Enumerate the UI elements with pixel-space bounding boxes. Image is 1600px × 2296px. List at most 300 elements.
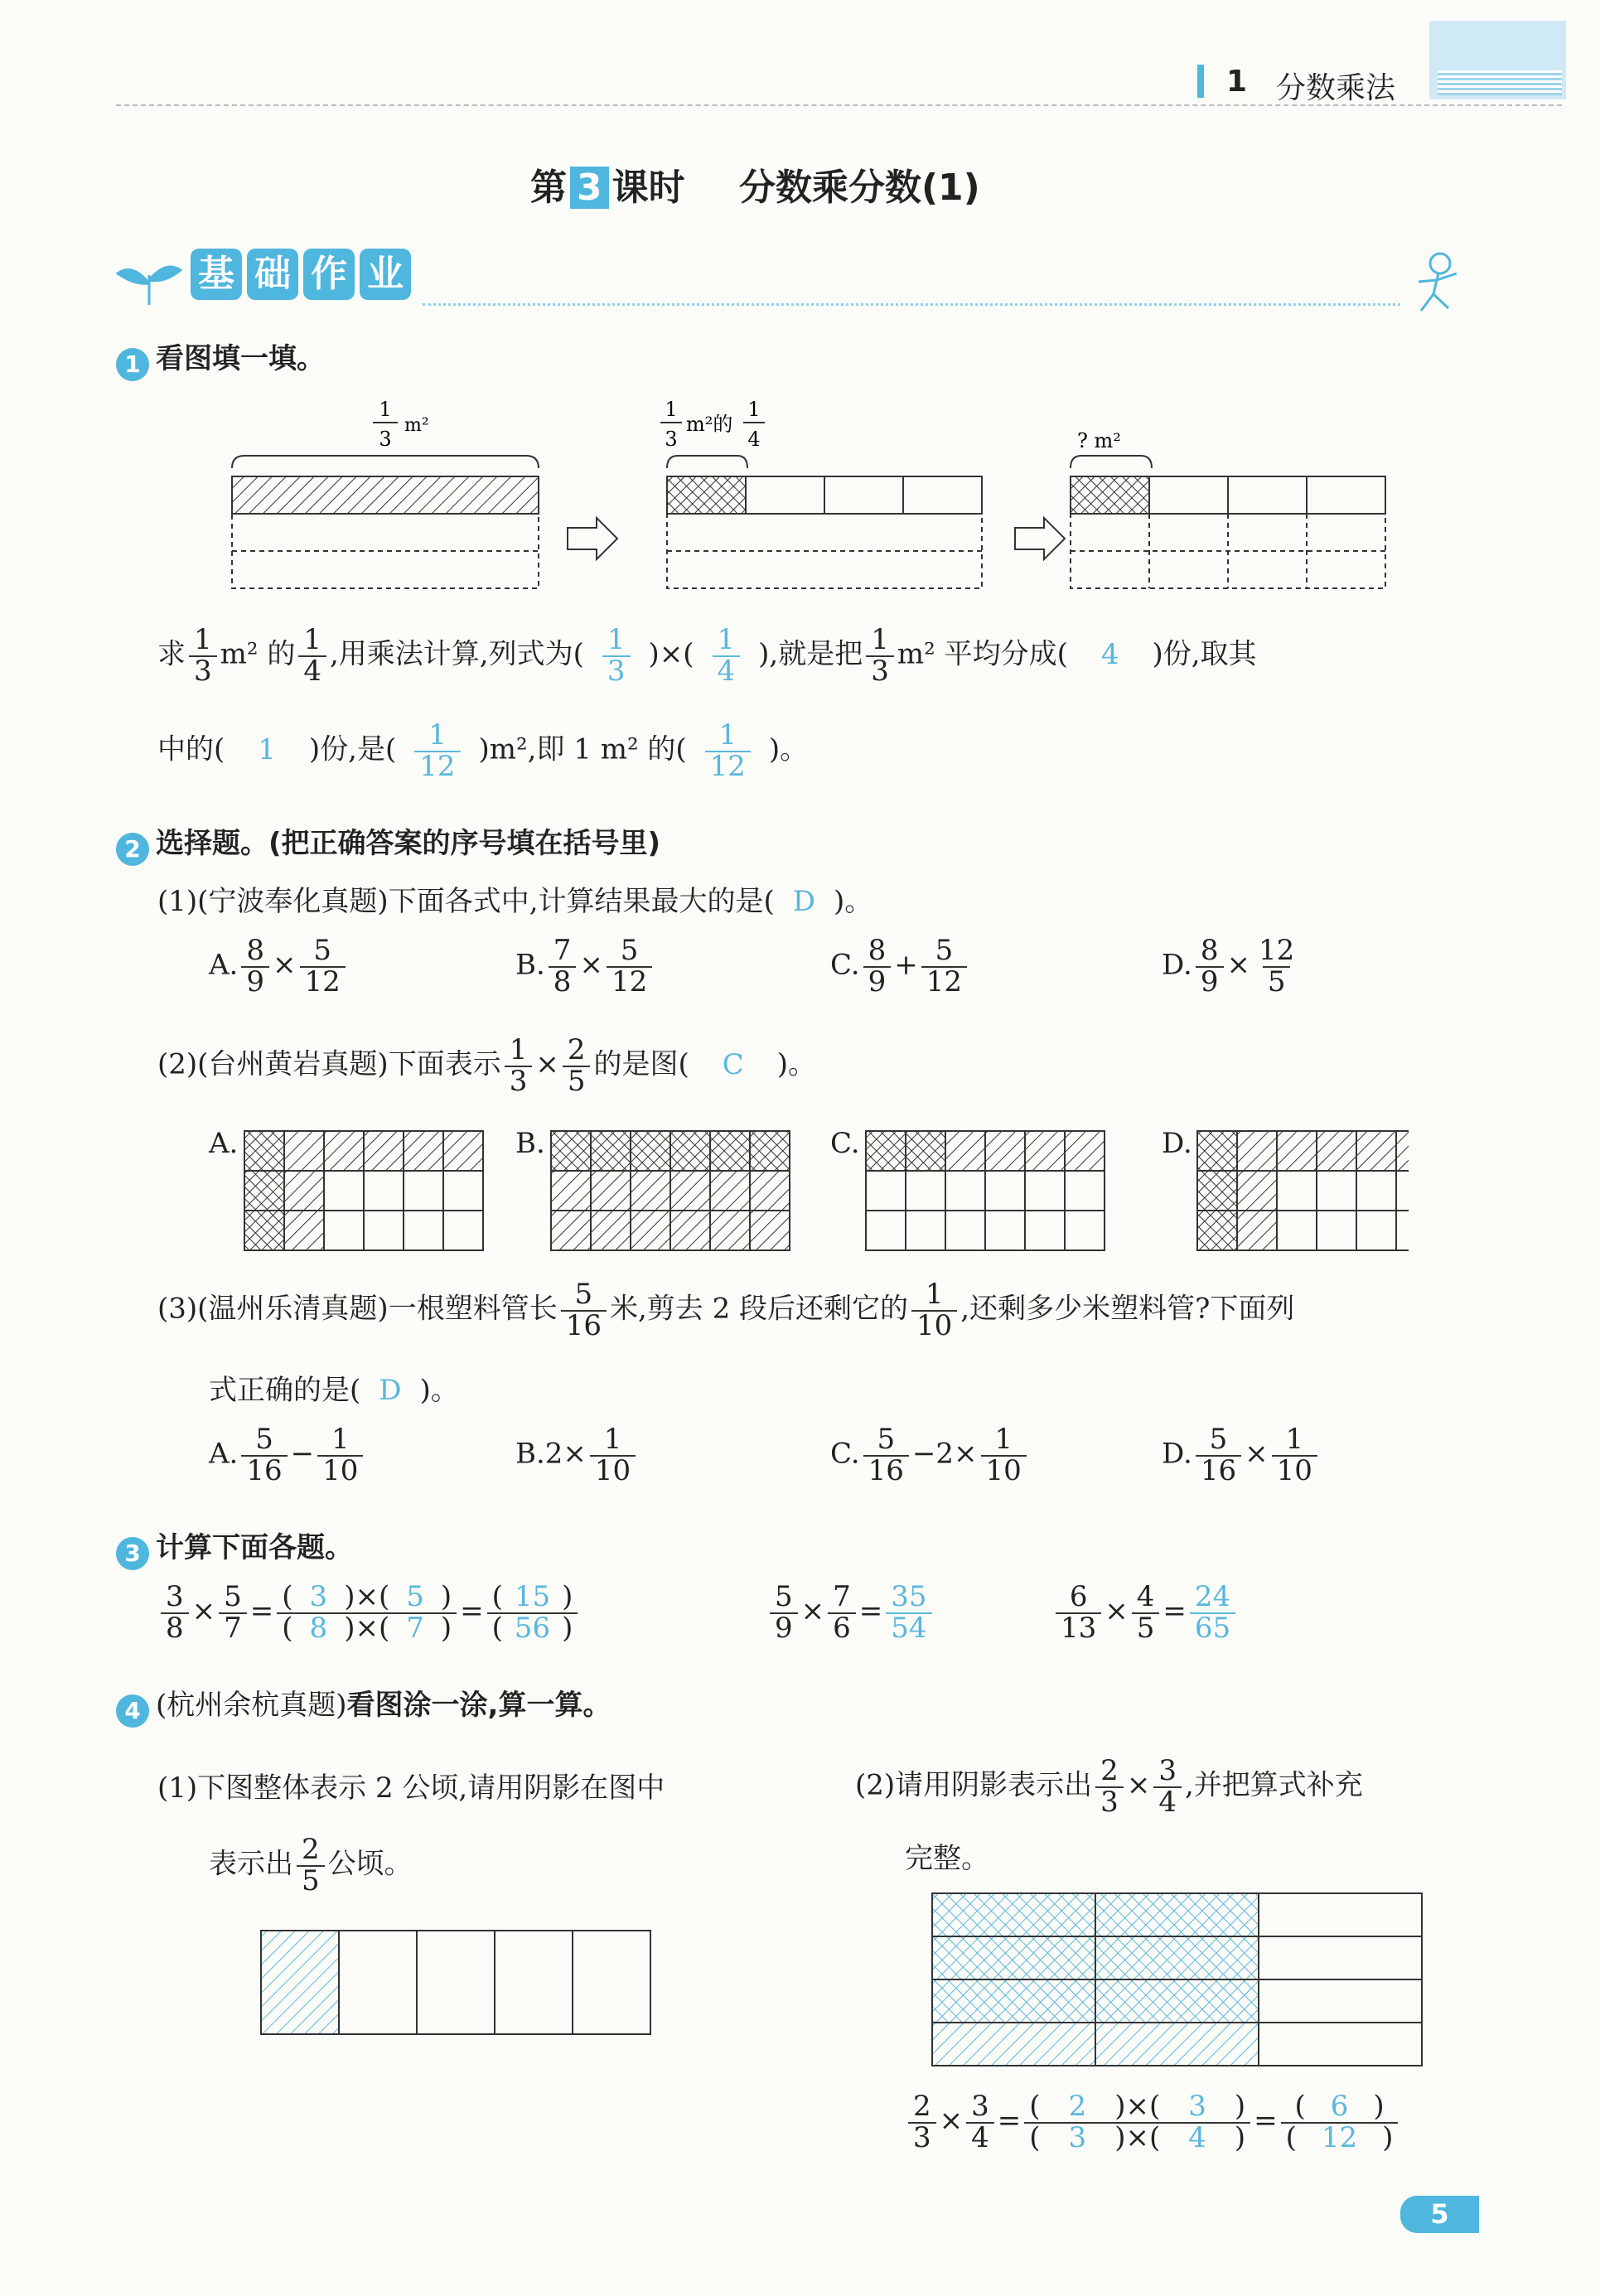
- grid-cell: [1095, 1936, 1259, 1979]
- fraction: [770, 1580, 798, 1645]
- denominator: 13: [1056, 1612, 1101, 1644]
- q1-s2-d: )。: [768, 732, 809, 766]
- q1-label-3: ? m²: [1077, 429, 1121, 452]
- q3-expr-2: [766, 1580, 935, 1645]
- denominator: 5: [297, 1865, 325, 1897]
- grid-cell: [1237, 1131, 1277, 1171]
- q1-diagram: [224, 398, 1400, 605]
- denominator: 10: [317, 1455, 363, 1486]
- grid-cell: [551, 1171, 591, 1211]
- grid-cell: [443, 1171, 483, 1211]
- grid-cell: [932, 1936, 1095, 1979]
- q2-p1-option-b: [515, 936, 655, 997]
- grid-cell: [945, 1131, 985, 1171]
- numerator: 1: [603, 1423, 622, 1456]
- denominator: 6: [828, 1612, 856, 1644]
- fraction: [300, 936, 346, 997]
- grid-cell: [631, 1131, 670, 1171]
- grid-cell: [1197, 1131, 1237, 1171]
- numerator: 2: [1100, 1754, 1119, 1787]
- fraction: [241, 936, 269, 997]
- fraction: [981, 1425, 1027, 1486]
- strip-cell: [339, 1931, 417, 2034]
- q1-heading: [116, 336, 325, 381]
- grid-cell: [670, 1171, 710, 1211]
- fraction: [297, 1835, 325, 1896]
- answer-blank: D: [792, 885, 816, 918]
- denominator-blank: [1281, 2122, 1399, 2153]
- answer-blank: 7: [406, 1611, 424, 1645]
- q2-title: 选择题。(把正确答案的序号填在括号里): [156, 827, 661, 860]
- paren: ): [562, 1580, 573, 1613]
- section-title: [191, 249, 411, 300]
- numerator: 5: [313, 934, 331, 967]
- brace-3: [1071, 456, 1152, 468]
- q4-p1-c: 公顷。: [327, 1847, 413, 1881]
- grid-cell: [443, 1211, 483, 1250]
- q1-label-2: [660, 398, 765, 451]
- paren: (: [1148, 2090, 1161, 2123]
- q1-label-1-n: 1: [379, 398, 392, 421]
- grid-cell: [1095, 1979, 1259, 2023]
- paren: (: [1148, 2120, 1161, 2154]
- operator: ×: [355, 1611, 379, 1645]
- sprout-icon: [116, 259, 182, 305]
- fraction: [863, 936, 892, 997]
- paren: (: [491, 1580, 503, 1613]
- q4-grid-cells: [932, 1893, 1422, 2066]
- fraction: [189, 623, 217, 688]
- grid-cell: [1317, 1211, 1356, 1250]
- fraction: [1095, 1754, 1124, 1819]
- denominator: 9: [1196, 966, 1224, 998]
- q4-title: 看图涂一涂,算一算。: [346, 1689, 611, 1722]
- q1-label-1: [373, 398, 429, 451]
- fraction: [828, 1580, 856, 1645]
- grid-cell: [324, 1131, 364, 1171]
- denominator: 16: [863, 1455, 909, 1486]
- q1-s1-c: ,用乘法计算,列式为(: [329, 637, 584, 671]
- numerator: 1: [717, 623, 736, 656]
- q1-s2-b: )份,是(: [308, 732, 397, 766]
- product-fraction: [1024, 2092, 1250, 2153]
- denominator: 4: [713, 655, 741, 687]
- grid-cell: [1277, 1171, 1317, 1211]
- denominator: 5: [1263, 966, 1291, 998]
- q2-p3-text-c: ,还剩多少米塑料管?下面列: [960, 1292, 1295, 1326]
- denominator: 3: [1095, 1786, 1124, 1818]
- fraction: [1196, 1425, 1241, 1486]
- grid-cell: [710, 1211, 750, 1250]
- section-dots: [423, 303, 1400, 306]
- fraction: [505, 1033, 533, 1098]
- numerator: 1: [871, 623, 889, 656]
- paren: (: [491, 1611, 503, 1645]
- option-label: B.2×: [515, 1437, 587, 1471]
- grid-cell: [1095, 2023, 1259, 2066]
- q2-part2: [157, 1033, 817, 1098]
- q2-grids: [232, 1127, 1409, 1251]
- answer-blank: 3: [1188, 2090, 1206, 2123]
- operator: ×: [800, 1594, 825, 1628]
- numerator: 8: [868, 934, 887, 967]
- paren: ): [1234, 2120, 1246, 2154]
- q2-part1: [157, 878, 873, 919]
- q2-p3-text-b: 米,剪去 2 段后还剩它的: [609, 1292, 909, 1326]
- grid-cell: [591, 1131, 631, 1171]
- operator: ×: [1126, 1768, 1151, 1802]
- running-kid-icon: [1409, 249, 1467, 315]
- option-label: C.: [830, 948, 860, 982]
- denominator-blank: [487, 1612, 578, 1644]
- title-topic: 分数乘分数(1): [738, 167, 980, 209]
- q1-label-2-d: 3: [665, 428, 678, 451]
- numerator: 5: [775, 1580, 793, 1613]
- strip-cell: [417, 1931, 495, 2034]
- q4-equation: [905, 2092, 1401, 2153]
- paren: ): [562, 1611, 573, 1645]
- section-char: 业: [360, 249, 411, 300]
- fraction: [241, 1425, 287, 1486]
- q1-sentence-2: [157, 718, 809, 783]
- lesson-title: [530, 157, 980, 210]
- grid-cell: [932, 1979, 1095, 2023]
- operator: ×: [355, 1580, 379, 1613]
- paren: ): [440, 1611, 452, 1645]
- grid-cell: [1237, 1171, 1277, 1211]
- numerator: 5: [255, 1423, 273, 1456]
- numerator-blank: [487, 1580, 578, 1613]
- grid-cell: [324, 1211, 364, 1250]
- result-fraction: [487, 1580, 578, 1645]
- q4-heading: [116, 1682, 611, 1728]
- q4-part1-line2: [209, 1835, 413, 1896]
- q4-number: 4: [116, 1694, 149, 1728]
- numerator: 7: [833, 1580, 851, 1613]
- operator: ×: [1125, 2120, 1149, 2154]
- grid-cell: [1396, 1211, 1409, 1250]
- grid-cell: [932, 1893, 1095, 1936]
- grid-cell: [1065, 1211, 1105, 1250]
- q1-label-1-unit: m²: [404, 415, 429, 436]
- fraction: [1254, 936, 1299, 997]
- answer-blank: 3: [309, 1580, 328, 1613]
- paren: ): [344, 1580, 355, 1613]
- denominator: 5: [563, 1066, 591, 1097]
- fraction: [911, 1280, 957, 1341]
- section-banner: [116, 249, 1467, 315]
- operator: −2×: [911, 1437, 978, 1471]
- denominator: 3: [866, 655, 894, 687]
- denominator: 9: [863, 966, 892, 998]
- strip-2-crosshatch: [667, 476, 746, 514]
- grid-b: [551, 1131, 790, 1250]
- denominator: 12: [705, 751, 751, 782]
- denominator: 16: [561, 1310, 607, 1341]
- q3-expr-3: [1052, 1580, 1239, 1645]
- q2-p3-option-c: [830, 1425, 1030, 1486]
- grid-cell: [1065, 1131, 1105, 1171]
- numerator: 1: [509, 1033, 528, 1066]
- denominator: 5: [1132, 1612, 1160, 1644]
- numerator: 2: [302, 1833, 320, 1866]
- grid-cell: [670, 1131, 710, 1171]
- grid-cell: [945, 1171, 985, 1211]
- equals: =: [858, 1594, 883, 1628]
- grid-cell: [364, 1131, 404, 1171]
- denominator: 4: [966, 2122, 994, 2153]
- numerator: 1: [331, 1423, 350, 1456]
- operator: ×: [1125, 2090, 1149, 2123]
- denominator: 3: [189, 655, 217, 687]
- denominator: 3: [602, 655, 631, 687]
- operator: ×: [191, 1594, 216, 1628]
- numerator-blanks: [1024, 2092, 1250, 2122]
- numerator: 7: [553, 934, 572, 967]
- equals: =: [249, 1594, 274, 1628]
- q2-p3-option-d: [1162, 1425, 1321, 1486]
- numerator: 3: [971, 2090, 989, 2123]
- denominator: 8: [549, 966, 577, 998]
- grid-cell: [1277, 1131, 1317, 1171]
- equals: =: [1163, 1594, 1187, 1628]
- q2-p2-text-b: 的是图(: [593, 1047, 689, 1081]
- fraction: [607, 936, 652, 997]
- grid-cell: [404, 1131, 443, 1171]
- paren: ): [1114, 2090, 1126, 2123]
- paren: ): [344, 1611, 355, 1645]
- numerator: 1: [994, 1423, 1013, 1456]
- fraction: [1196, 936, 1224, 997]
- section-char: 础: [247, 249, 298, 300]
- result-fraction: [1281, 2092, 1399, 2153]
- paren: ): [440, 1580, 452, 1613]
- numerator: 1: [1285, 1423, 1304, 1456]
- denominator: 9: [770, 1612, 798, 1644]
- answer-blank: C: [722, 1047, 744, 1081]
- fraction: [590, 1425, 636, 1486]
- numerator: 1: [607, 623, 626, 656]
- grid-cell: [244, 1211, 284, 1250]
- answer-fraction: [713, 623, 741, 688]
- header-stripes: [1438, 70, 1562, 95]
- operator: ×: [1245, 1437, 1269, 1471]
- brace-2: [667, 456, 747, 468]
- grid-cell: [1356, 1131, 1396, 1171]
- paren: (: [378, 1580, 390, 1613]
- fraction: [1272, 1425, 1317, 1486]
- numerator: 24: [1194, 1580, 1231, 1613]
- q2-p1-option-d: [1162, 936, 1303, 997]
- q3-title: 计算下面各题。: [156, 1531, 353, 1564]
- denominator-blanks: [1024, 2122, 1250, 2153]
- grid-c: [866, 1131, 1105, 1250]
- q3-heading: [116, 1525, 353, 1570]
- answer-blank: 12: [1321, 2120, 1358, 2154]
- answer-blank: 56: [514, 1611, 551, 1645]
- grid-cell: [591, 1211, 631, 1250]
- denominator: 10: [911, 1310, 957, 1341]
- paren: ): [1234, 2090, 1246, 2123]
- grid-cell: [284, 1211, 324, 1250]
- q4-p2-b: ,并把算式补充: [1184, 1768, 1363, 1802]
- header-rule: [116, 104, 1562, 106]
- grid-d: [1197, 1131, 1409, 1250]
- numerator: 3: [166, 1580, 184, 1613]
- q4-part1-line1: (1)下图整体表示 2 公顷,请用阴影在图中: [157, 1772, 665, 1805]
- numerator: 35: [891, 1580, 927, 1613]
- grid-cell: [985, 1171, 1025, 1211]
- option-label: A.: [209, 1437, 239, 1471]
- denominator: 4: [298, 655, 326, 687]
- q1-s1-e: ),就是把: [758, 637, 863, 671]
- numerator: 5: [224, 1580, 242, 1613]
- denominator: 3: [505, 1066, 533, 1097]
- grid-cell: [631, 1171, 670, 1211]
- grid-cell: [750, 1211, 790, 1250]
- grid-option-label: A.: [209, 1127, 239, 1160]
- grid-cell: [1065, 1171, 1105, 1211]
- option-label: C.: [830, 1437, 860, 1471]
- strip-cell: [573, 1931, 650, 2034]
- denominator: 54: [886, 1612, 931, 1644]
- grid-cell: [1317, 1131, 1356, 1171]
- operator: ×: [1105, 1594, 1129, 1628]
- q2-p1-option-c: [830, 936, 970, 997]
- q1-label-1-d: 3: [379, 428, 392, 451]
- section-char: 基: [191, 249, 242, 300]
- denominator: 10: [590, 1455, 636, 1486]
- numerator: 8: [246, 934, 265, 967]
- grid-cell: [985, 1211, 1025, 1250]
- grid-cell: [1095, 1893, 1259, 1936]
- q2-p1-option-a: [209, 936, 349, 997]
- chapter-number: 1: [1226, 65, 1248, 99]
- strip-1-shaded: [232, 476, 539, 514]
- grid-cell: [551, 1211, 591, 1250]
- grid-cell: [1025, 1211, 1065, 1250]
- q2-p1-text-a: (1)(宁波奉化真题)下面各式中,计算结果最大的是(: [157, 885, 775, 918]
- operator: ×: [535, 1047, 559, 1081]
- equals: =: [1254, 2104, 1278, 2138]
- option-label: A.: [209, 948, 239, 982]
- grid-cell: [404, 1211, 443, 1250]
- q1-title: 看图填一填。: [156, 342, 325, 375]
- equals: =: [997, 2104, 1022, 2138]
- grid-cell: [985, 1131, 1025, 1171]
- operator: −: [290, 1437, 315, 1471]
- grid-cell: [1237, 1211, 1277, 1250]
- paren: (: [378, 1611, 390, 1645]
- denominator: 9: [241, 966, 269, 998]
- answer-blank: D: [379, 1374, 402, 1407]
- q2-heading: [116, 820, 660, 866]
- denominator: 7: [219, 1612, 247, 1644]
- grid-cell: [710, 1131, 750, 1171]
- q1-sentence-1: [157, 623, 1257, 688]
- fraction: [863, 1425, 909, 1486]
- fraction: [966, 2092, 994, 2153]
- paren: (: [1294, 2090, 1306, 2123]
- answer-blank: 2: [1068, 2090, 1087, 2123]
- fraction: [561, 1280, 607, 1341]
- denominator-blanks: [277, 1612, 457, 1644]
- fraction: [298, 623, 326, 688]
- grid-cell: [404, 1171, 443, 1211]
- grid-cell: [244, 1171, 284, 1211]
- grid-cell: [1259, 1979, 1422, 2023]
- grid-cell: [364, 1211, 404, 1250]
- numerator: 1: [925, 1278, 944, 1311]
- q1-s1-b: m² 的: [220, 637, 296, 671]
- q1-s1-d: )×(: [648, 637, 694, 671]
- grid-cell: [551, 1131, 591, 1171]
- equals: =: [460, 1594, 484, 1628]
- q1-s1-a: 求: [157, 637, 186, 671]
- paren: ): [1382, 2120, 1394, 2154]
- paren: ): [1373, 2090, 1385, 2123]
- fraction: [908, 2092, 936, 2153]
- q1-number: 1: [116, 348, 149, 381]
- chapter-title: 分数乘法: [1276, 71, 1396, 105]
- fraction: [1153, 1754, 1182, 1819]
- grid-cell: [1197, 1171, 1237, 1211]
- grid-cell: [906, 1211, 945, 1250]
- paren: (: [282, 1611, 293, 1645]
- option-label: D.: [1162, 948, 1192, 982]
- answer-fraction: [705, 718, 751, 783]
- q1-label-2-d2: 4: [747, 428, 761, 451]
- denominator: 12: [607, 966, 652, 998]
- denominator: 16: [241, 1455, 287, 1486]
- q1-label-2-mid: m²的: [686, 413, 733, 436]
- denominator: 10: [981, 1455, 1027, 1486]
- numerator: 2: [567, 1033, 586, 1066]
- denominator: 3: [908, 2122, 936, 2153]
- fraction: [1132, 1580, 1160, 1645]
- fraction: [317, 1425, 363, 1486]
- title-pre: 第: [530, 167, 567, 209]
- grid-option-label: D.: [1162, 1127, 1192, 1160]
- fraction: [161, 1580, 189, 1645]
- paren: (: [1029, 2120, 1041, 2154]
- operator: ×: [579, 948, 603, 982]
- numerator: 1: [428, 718, 447, 752]
- operator: +: [894, 948, 918, 982]
- numerator: 3: [1158, 1754, 1177, 1787]
- option-label: D.: [1162, 1437, 1192, 1471]
- grid-cell: [1396, 1131, 1409, 1171]
- answer-blank: 4: [1100, 637, 1119, 671]
- grid-cell: [866, 1211, 906, 1250]
- grid-cell: [1356, 1211, 1396, 1250]
- denominator: 8: [161, 1612, 189, 1644]
- answer-blank: 15: [514, 1580, 551, 1613]
- operator: ×: [1226, 948, 1250, 982]
- q1-s2-a: 中的(: [157, 732, 225, 766]
- q2-p3-option-a: [209, 1425, 366, 1486]
- grid-cell: [866, 1171, 906, 1211]
- q4-strip: [257, 1926, 655, 2042]
- numerator: 5: [877, 1423, 896, 1456]
- numerator-blank: [1289, 2092, 1389, 2122]
- denominator: 16: [1196, 1455, 1241, 1486]
- answer-fraction: [886, 1580, 931, 1645]
- grid-cell: [750, 1131, 790, 1171]
- grid-cell: [1317, 1171, 1356, 1211]
- grid-cell: [1025, 1131, 1065, 1171]
- numerator: 4: [1136, 1580, 1155, 1613]
